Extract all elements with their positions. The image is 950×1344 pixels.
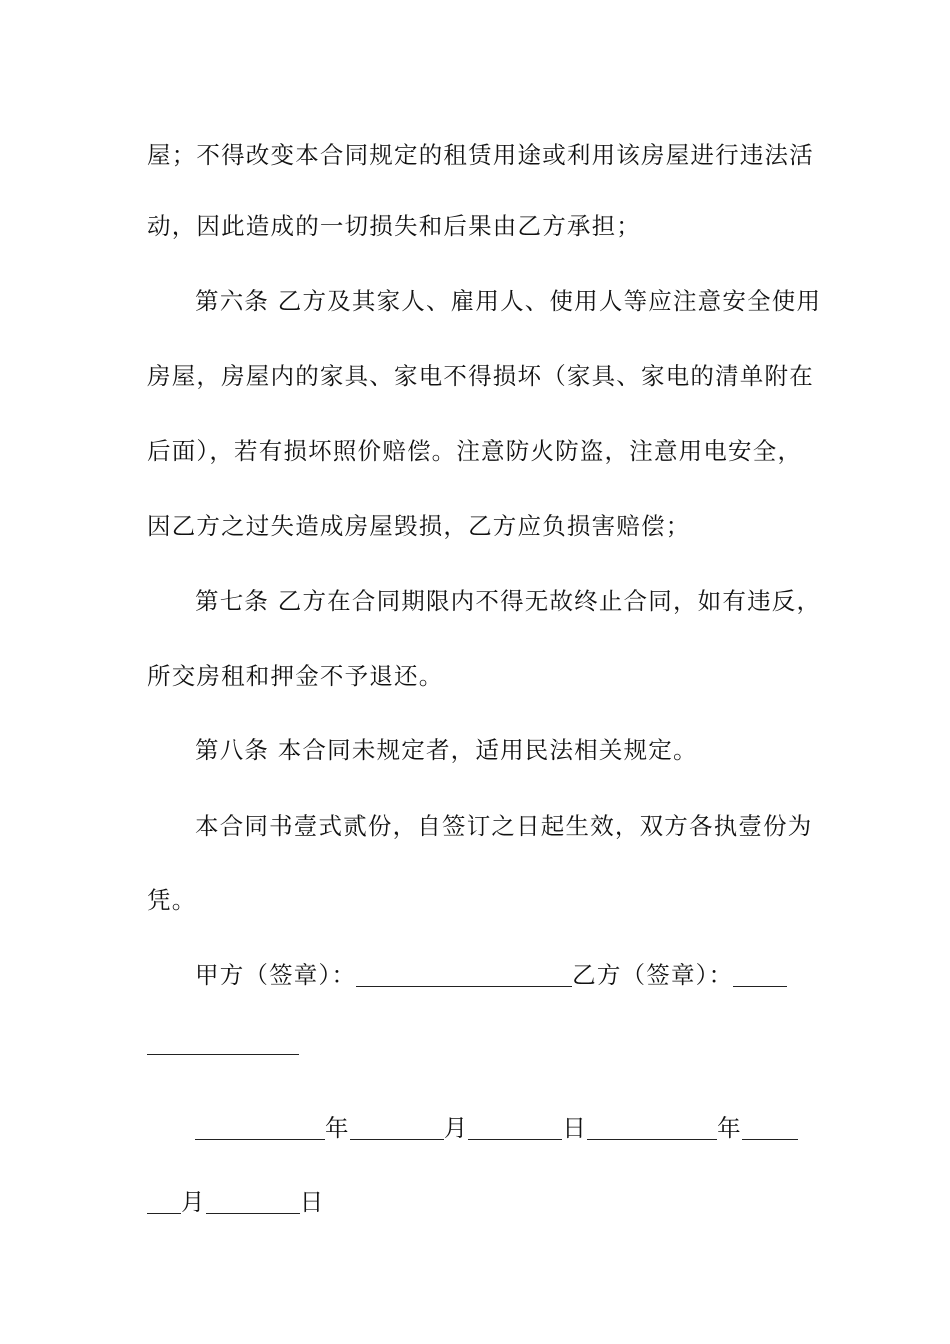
day-label: 日 xyxy=(562,1114,588,1142)
party-b-signature-blank-continued xyxy=(147,1054,299,1055)
party-b-year-blank xyxy=(587,1113,717,1140)
day-label: 日 xyxy=(299,1188,325,1216)
party-b-signature-label: 乙方（签章）： xyxy=(572,961,734,989)
party-b-signature-blank xyxy=(733,960,787,987)
year-label: 年 xyxy=(717,1114,742,1142)
paragraph-line: 凭。 xyxy=(147,886,197,914)
party-a-month-blank xyxy=(350,1113,444,1140)
paragraph-line: 动，因此造成的一切损失和后果由乙方承担； xyxy=(147,212,641,240)
party-a-day-blank xyxy=(468,1113,562,1140)
signature-row xyxy=(195,955,815,995)
date-row xyxy=(195,1108,815,1148)
article-seven-line: 第七条 乙方在合同期限内不得无故终止合同，如有违反， xyxy=(195,587,822,615)
party-b-day-blank xyxy=(206,1187,300,1214)
party-a-signature-blank xyxy=(356,960,572,987)
article-eight-line: 第八条 本合同未规定者，适用民法相关规定。 xyxy=(195,736,698,764)
paragraph-line: 所交房租和押金不予退还。 xyxy=(147,662,444,690)
article-six-line: 第六条 乙方及其家人、雇用人、使用人等应注意安全使用 xyxy=(195,287,822,315)
party-b-month-blank-continued xyxy=(147,1187,181,1214)
month-label: 月 xyxy=(181,1188,206,1216)
paragraph-line: 后面），若有损坏照价赔偿。注意防火防盗，注意用电安全， xyxy=(147,437,803,465)
paragraph-line: 屋；不得改变本合同规定的租赁用途或利用该房屋进行违法活 xyxy=(147,141,814,169)
paragraph-line: 因乙方之过失造成房屋毁损，乙方应负损害赔偿； xyxy=(147,512,691,540)
party-a-year-blank xyxy=(195,1113,325,1140)
month-label: 月 xyxy=(443,1114,469,1142)
copies-clause-line: 本合同书壹式贰份，自签订之日起生效，双方各执壹份为 xyxy=(195,812,813,840)
party-b-month-blank xyxy=(742,1113,798,1140)
party-a-signature-label: 甲方（签章）： xyxy=(195,961,357,989)
year-label: 年 xyxy=(325,1114,350,1142)
paragraph-line: 房屋，房屋内的家具、家电不得损坏（家具、家电的清单附在 xyxy=(147,362,814,390)
date-row-continued xyxy=(147,1182,447,1222)
